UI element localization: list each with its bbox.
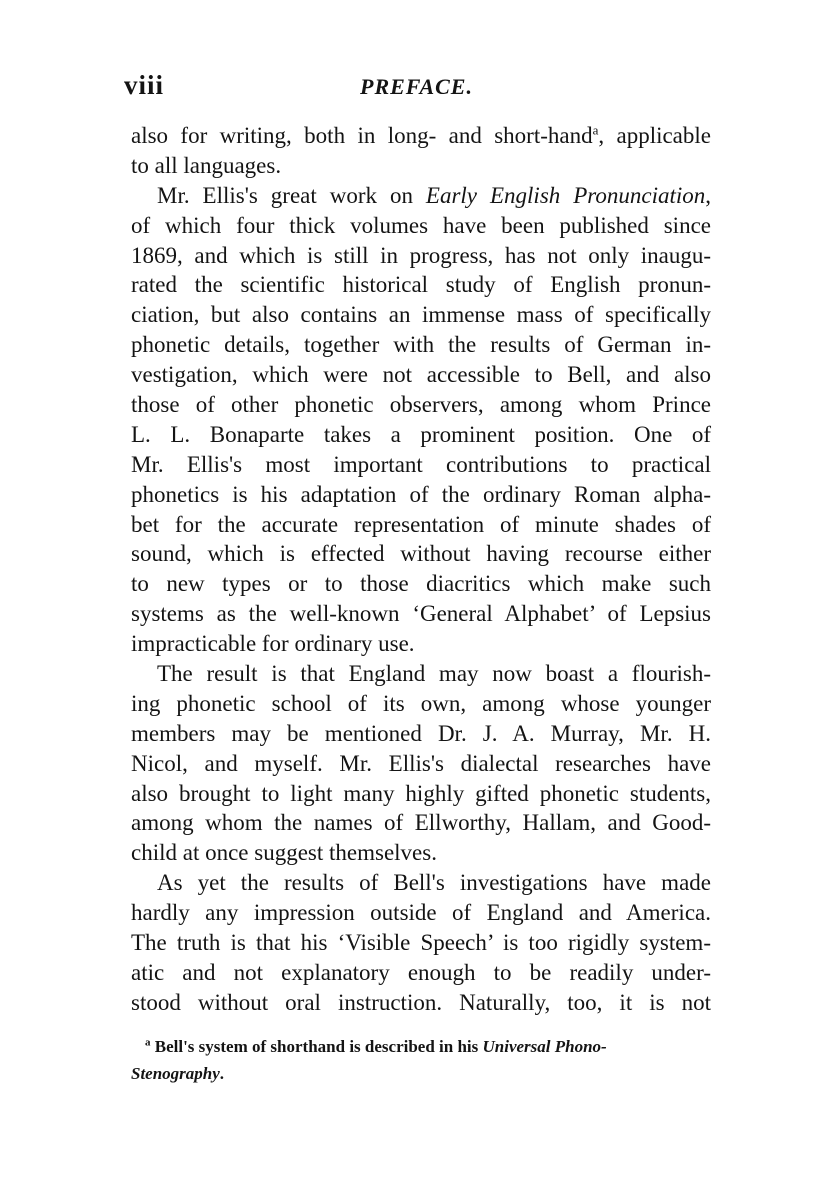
text-line: to new types or to those diacritics which make such	[131, 571, 711, 597]
text-line: phonetic details, together with the results of German in-	[131, 332, 711, 358]
text-line: stood without oral instruction. Naturally, too, it is not	[131, 989, 711, 1015]
text-line: phonetics is his adaptation of the ordinary Roman alpha-	[131, 481, 711, 507]
text-line: also for writing, both in long- and short-hand$^a$, applicable	[131, 122, 711, 148]
footnote-line: $^a$ Bell's system of shorthand is described in his Universal Phono-	[145, 1036, 607, 1056]
text-line: The truth is that his ‘Visible Speech’ is too rigidly system-	[131, 930, 711, 956]
text-line: members may be mentioned Dr. J. A. Murray, Mr. H.	[131, 720, 711, 746]
text-line: Mr. Ellis's most important contributions to practical	[131, 451, 711, 477]
text-line: among whom the names of Ellworthy, Hallam, and Good-	[131, 810, 711, 836]
body-text	[131, 121, 711, 1018]
text-line: hardly any impression outside of England and America.	[131, 900, 711, 926]
text-line: of which four thick volumes have been published since	[131, 212, 711, 238]
text-line: Nicol, and myself. Mr. Ellis's dialectal researches have	[131, 750, 711, 776]
page-number: viii	[124, 70, 165, 100]
text-line: those of other phonetic observers, among whom Prince	[131, 392, 711, 418]
footnote	[131, 1033, 711, 1087]
text-line: bet for the accurate representation of minute shades of	[131, 511, 711, 537]
text-line: also brought to light many highly gifted phonetic students,	[131, 780, 711, 806]
text-line: to all languages.	[131, 152, 282, 178]
text-line: 1869, and which is still in progress, has not only inaugu-	[131, 242, 711, 268]
text-line: L. L. Bonaparte takes a prominent position. One of	[131, 421, 711, 447]
text-line: impracticable for ordinary use.	[131, 631, 415, 657]
book-title: Early English Pronunciation	[425, 182, 706, 208]
text-line: atic and not explanatory enough to be readily under-	[131, 959, 711, 985]
text-line: As yet the results of Bell's investigations have made	[157, 870, 711, 896]
text-line: rated the scientific historical study of English pronun-	[131, 272, 711, 298]
text-line: ing phonetic school of its own, among whose younger	[131, 690, 711, 716]
footnote-mark: a	[145, 1036, 151, 1049]
text-line: child at once suggest themselves.	[131, 840, 437, 866]
text-line: Mr. Ellis's great work on Early English Pronunciation,	[157, 182, 712, 208]
footnote-line: Stenography.	[131, 1064, 225, 1083]
footnote-reference: a	[592, 122, 599, 138]
text-line: sound, which is effected without having recourse either	[131, 541, 711, 567]
running-head: PREFACE.	[360, 74, 473, 99]
text-line: vestigation, which were not accessible to Bell, and also	[131, 362, 711, 388]
text-line: ciation, but also contains an immense mass of specifically	[131, 302, 711, 328]
text-line: systems as the well-known ‘General Alphabet’ of Lepsius	[131, 601, 711, 627]
text-line: The result is that England may now boast a flourish-	[157, 661, 711, 687]
